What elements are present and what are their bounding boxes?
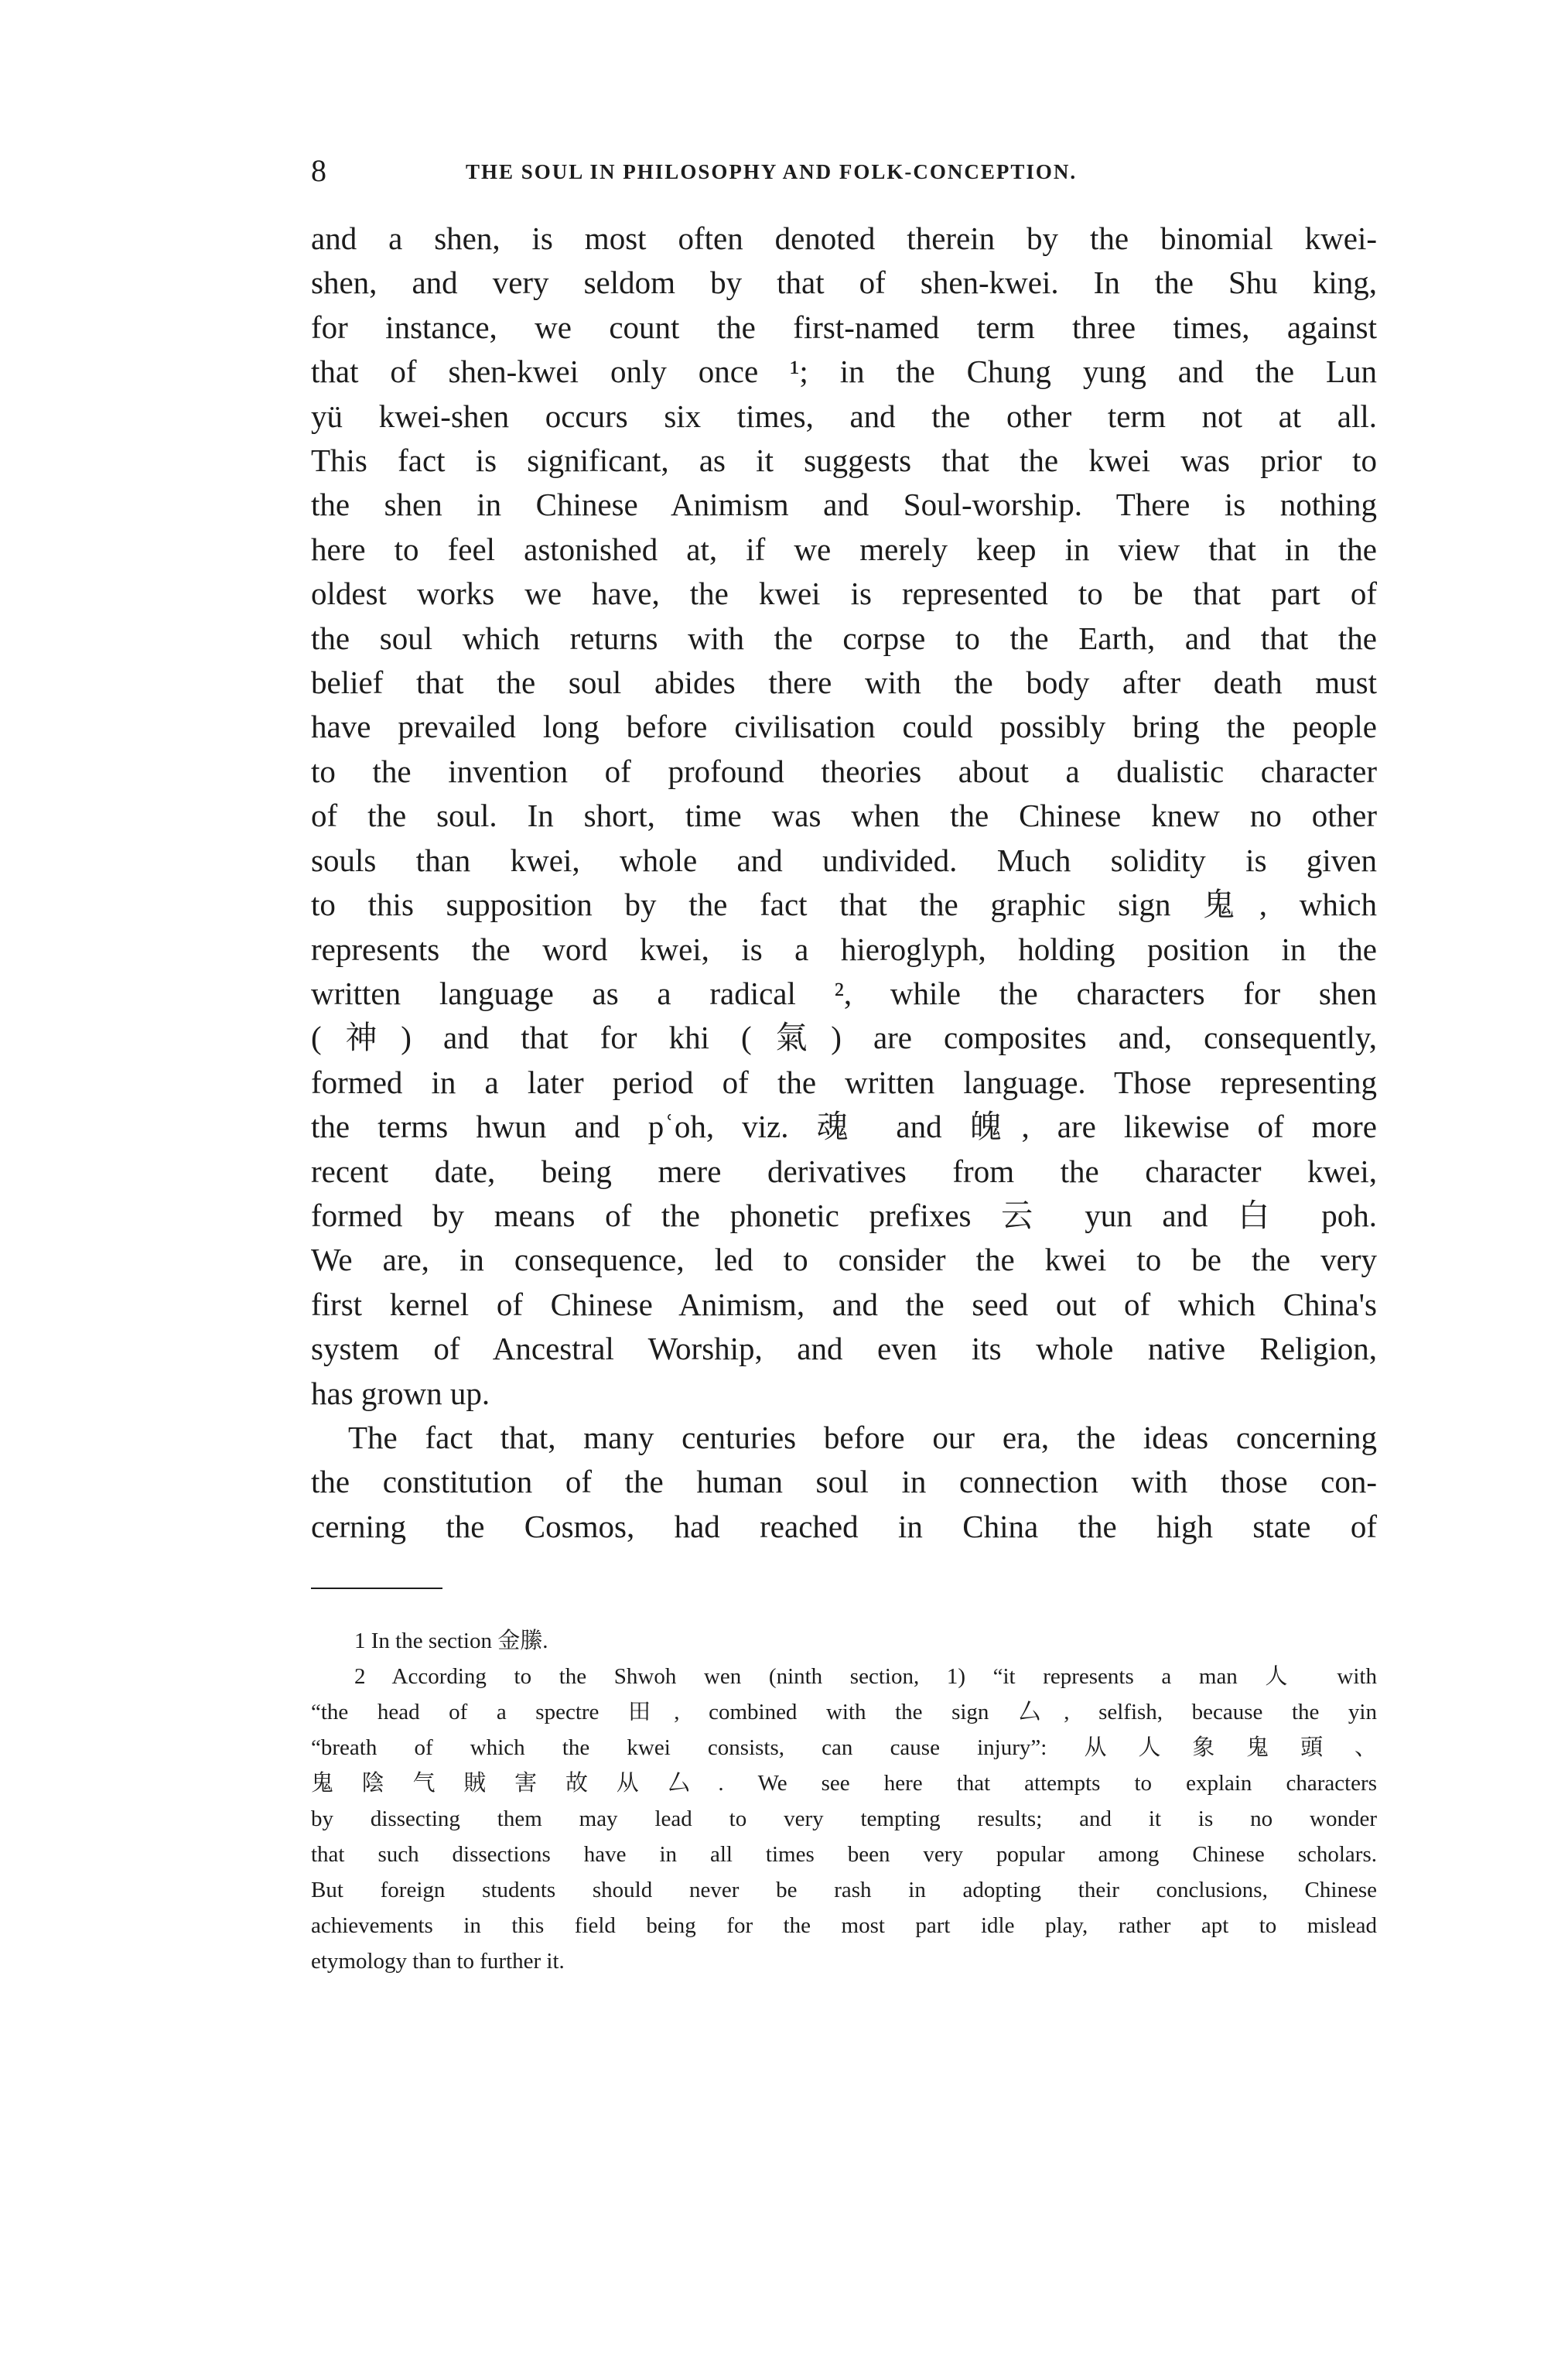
text-line: has grown up. <box>311 1375 490 1411</box>
text-line: We are, in consequence, led to consider the kwei to be the very <box>311 1242 1377 1278</box>
footnote-line: that such dissections have in all times been very popular among Chinese scholars. <box>311 1842 1377 1867</box>
text-line: the terms hwun and pʿoh, viz. 魂 and 魄, are likewise of more <box>311 1109 1377 1145</box>
text-line: system of Ancestral Worship, and even its whole native Religion, <box>311 1331 1377 1367</box>
footnote-rule <box>311 1588 442 1589</box>
text-line: of the soul. In short, time was when the Chinese knew no other <box>311 798 1377 834</box>
text-line: for instance, we count the first-named term three times, against <box>311 309 1377 345</box>
footnote-line: by dissecting them may lead to very tempting results; and it is no wonder <box>311 1806 1377 1831</box>
footnotes <box>311 1623 1377 1979</box>
page-number: 8 <box>311 153 326 188</box>
text-line: formed by means of the phonetic prefixes 云 yun and 白 poh. <box>311 1197 1377 1233</box>
footnote-line: 鬼陰气賊害故从厶. We see here that attempts to explain characters <box>311 1771 1377 1796</box>
text-line: cerning the Cosmos, had reached in China the high state of <box>311 1508 1377 1544</box>
text-line: to this supposition by the fact that the graphic sign 鬼, which <box>311 887 1377 923</box>
text-line: represents the word kwei, is a hieroglyph, holding position in the <box>311 931 1377 967</box>
footnote-line: “breath of which the kwei consists, can cause injury”: 从人象鬼頭、 <box>311 1735 1377 1760</box>
footnote-line: etymology than to further it. <box>311 1949 565 1974</box>
text-line: first kernel of Chinese Animism, and the seed out of which China's <box>311 1286 1377 1322</box>
footnote-line: “the head of a spectre 田, combined with the sign 厶, selfish, because the yin <box>311 1700 1377 1724</box>
text-line: the constitution of the human soul in connection with those con- <box>311 1464 1377 1500</box>
body-text <box>311 217 1377 1549</box>
text-line: shen, and very seldom by that of shen-kwei. In the Shu king, <box>311 265 1377 301</box>
text-line: have prevailed long before civilisation could possibly bring the people <box>311 709 1377 745</box>
text-line: the shen in Chinese Animism and Soul-worship. There is nothing <box>311 487 1377 523</box>
text-line: here to feel astonished at, if we merely keep in view that in the <box>311 531 1377 567</box>
text-line: belief that the soul abides there with the body after death must <box>311 665 1377 701</box>
text-line: that of shen-kwei only once ¹; in the Chung yung and the Lun <box>311 354 1377 390</box>
text-line: This fact is significant, as it suggests that the kwei was prior to <box>311 443 1377 479</box>
footnote-line: But foreign students should never be rash in adopting their conclusions, Chinese <box>311 1878 1377 1902</box>
text-line: souls than kwei, whole and undivided. Much solidity is given <box>311 842 1377 878</box>
text-line: The fact that, many centuries before our era, the ideas concerning <box>348 1419 1377 1455</box>
paragraph-1 <box>311 217 1377 1416</box>
text-line: formed in a later period of the written language. Those representing <box>311 1064 1377 1100</box>
text-line: recent date, being mere derivatives from the character kwei, <box>311 1153 1377 1189</box>
text-line: written language as a radical ², while the characters for shen <box>311 975 1377 1011</box>
paragraph-2 <box>311 1416 1377 1549</box>
footnote-2 <box>311 1659 1377 1979</box>
text-line: yü kwei-shen occurs six times, and the other term not at all. <box>311 398 1377 434</box>
text-line: the soul which returns with the corpse to the Earth, and that the <box>311 620 1377 656</box>
running-head: THE SOUL IN PHILOSOPHY AND FOLK-CONCEPTION. <box>466 160 1078 183</box>
page-header <box>311 152 1377 190</box>
footnote-line: achievements in this field being for the most part idle play, rather apt to mislead <box>311 1913 1377 1938</box>
footnote-line: 2 According to the Shwoh wen (ninth section, 1) “it represents a man 人 with <box>354 1664 1377 1689</box>
text-line: and a shen, is most often denoted therein by the binomial kwei- <box>311 220 1377 256</box>
text-line: oldest works we have, the kwei is represented to be that part of <box>311 576 1377 612</box>
footnote-1: 1 In the section 金縢. <box>354 1629 548 1653</box>
text-line: to the invention of profound theories about a dualistic character <box>311 753 1377 789</box>
text-line: (神) and that for khi (氣) are composites and, consequently, <box>311 1020 1377 1056</box>
